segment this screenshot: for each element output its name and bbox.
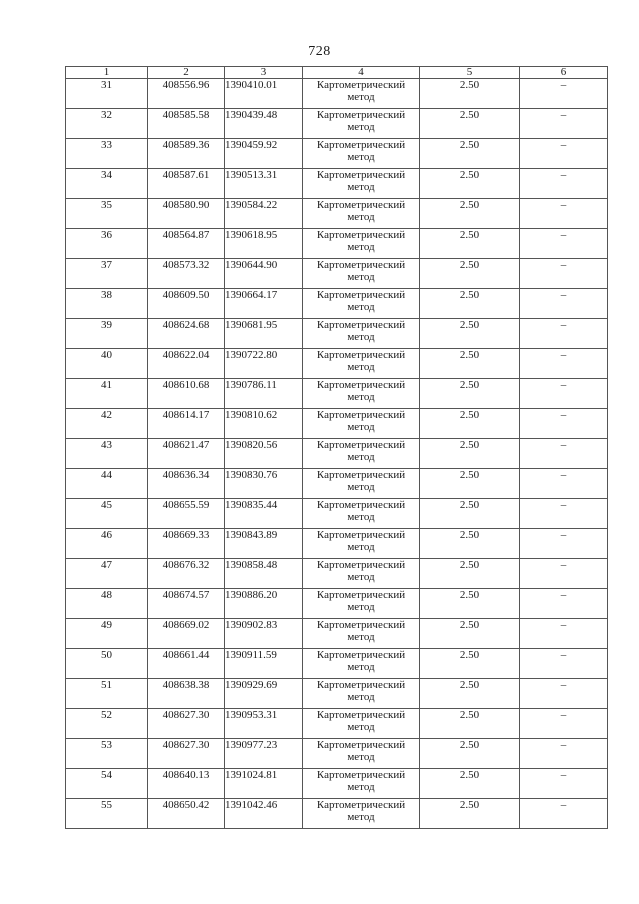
- note-value: –: [520, 379, 608, 409]
- method-cell: [303, 199, 420, 229]
- coord-x: 408661.44: [148, 649, 225, 679]
- note-value: –: [520, 229, 608, 259]
- note-value: –: [520, 139, 608, 169]
- coord-y: 1390911.59: [225, 649, 303, 679]
- coord-y: 1390584.22: [225, 199, 303, 229]
- method-cell: [303, 229, 420, 259]
- method-cell: [303, 319, 420, 349]
- note-value: –: [520, 169, 608, 199]
- coord-y: 1390830.76: [225, 469, 303, 499]
- point-number: 37: [66, 259, 148, 289]
- coord-y: 1390929.69: [225, 679, 303, 709]
- accuracy-value: 2.50: [420, 559, 520, 589]
- note-value: –: [520, 259, 608, 289]
- table-row: [66, 649, 608, 679]
- method-line-2: метод: [347, 661, 375, 673]
- accuracy-value: 2.50: [420, 349, 520, 379]
- method-line-1: Картометрический: [316, 469, 406, 481]
- coord-x: 408636.34: [148, 469, 225, 499]
- coord-y: 1390513.31: [225, 169, 303, 199]
- note-value: –: [520, 739, 608, 769]
- coord-y: 1390410.01: [225, 79, 303, 109]
- table-row: [66, 799, 608, 829]
- point-number: 49: [66, 619, 148, 649]
- method-line-2: метод: [347, 451, 375, 463]
- table-row: [66, 499, 608, 529]
- method-line-1: Картометрический: [316, 229, 406, 241]
- method-line-2: метод: [347, 301, 375, 313]
- method-line-2: метод: [347, 361, 375, 373]
- note-value: –: [520, 499, 608, 529]
- method-line-2: метод: [347, 151, 375, 163]
- coord-x: 408587.61: [148, 169, 225, 199]
- header-col-4: 4: [303, 67, 420, 79]
- method-line-2: метод: [347, 391, 375, 403]
- accuracy-value: 2.50: [420, 499, 520, 529]
- method-cell: [303, 139, 420, 169]
- coord-y: 1390953.31: [225, 709, 303, 739]
- point-number: 43: [66, 439, 148, 469]
- coord-x: 408640.13: [148, 769, 225, 799]
- coord-x: 408624.68: [148, 319, 225, 349]
- table-row: [66, 349, 608, 379]
- accuracy-value: 2.50: [420, 709, 520, 739]
- accuracy-value: 2.50: [420, 589, 520, 619]
- point-number: 34: [66, 169, 148, 199]
- accuracy-value: 2.50: [420, 259, 520, 289]
- accuracy-value: 2.50: [420, 439, 520, 469]
- header-col-5: 5: [420, 67, 520, 79]
- coord-x: 408564.87: [148, 229, 225, 259]
- coord-y: 1390722.80: [225, 349, 303, 379]
- coord-y: 1390810.62: [225, 409, 303, 439]
- method-line-2: метод: [347, 601, 375, 613]
- method-line-2: метод: [347, 271, 375, 283]
- accuracy-value: 2.50: [420, 109, 520, 139]
- method-line-2: метод: [347, 511, 375, 523]
- coord-x: 408674.57: [148, 589, 225, 619]
- note-value: –: [520, 679, 608, 709]
- method-cell: [303, 679, 420, 709]
- table-row: [66, 409, 608, 439]
- accuracy-value: 2.50: [420, 169, 520, 199]
- method-cell: [303, 79, 420, 109]
- method-cell: [303, 769, 420, 799]
- method-line-1: Картометрический: [316, 499, 406, 511]
- method-line-1: Картометрический: [316, 529, 406, 541]
- note-value: –: [520, 199, 608, 229]
- method-line-1: Картометрический: [316, 559, 406, 571]
- coord-x: 408622.04: [148, 349, 225, 379]
- method-line-2: метод: [347, 331, 375, 343]
- point-number: 52: [66, 709, 148, 739]
- page-number: 728: [308, 44, 331, 59]
- method-line-2: метод: [347, 91, 375, 103]
- note-value: –: [520, 529, 608, 559]
- coord-x: 408638.38: [148, 679, 225, 709]
- accuracy-value: 2.50: [420, 769, 520, 799]
- method-cell: [303, 619, 420, 649]
- method-cell: [303, 379, 420, 409]
- table-row: [66, 319, 608, 349]
- note-value: –: [520, 769, 608, 799]
- method-line-1: Картометрический: [316, 169, 406, 181]
- coord-y: 1390664.17: [225, 289, 303, 319]
- method-line-2: метод: [347, 181, 375, 193]
- accuracy-value: 2.50: [420, 319, 520, 349]
- coord-y: 1391024.81: [225, 769, 303, 799]
- method-line-2: метод: [347, 781, 375, 793]
- table-row: [66, 589, 608, 619]
- method-line-1: Картометрический: [316, 439, 406, 451]
- point-number: 41: [66, 379, 148, 409]
- coord-y: 1390902.83: [225, 619, 303, 649]
- method-line-1: Картометрический: [316, 109, 406, 121]
- method-cell: [303, 739, 420, 769]
- coord-x: 408610.68: [148, 379, 225, 409]
- method-line-1: Картометрический: [316, 379, 406, 391]
- table-row: [66, 469, 608, 499]
- coord-x: 408614.17: [148, 409, 225, 439]
- method-line-1: Картометрический: [316, 589, 406, 601]
- point-number: 55: [66, 799, 148, 829]
- note-value: –: [520, 559, 608, 589]
- point-number: 51: [66, 679, 148, 709]
- point-number: 44: [66, 469, 148, 499]
- table-row: [66, 289, 608, 319]
- note-value: –: [520, 619, 608, 649]
- accuracy-value: 2.50: [420, 139, 520, 169]
- coord-y: 1390843.89: [225, 529, 303, 559]
- method-line-1: Картометрический: [316, 79, 406, 91]
- coord-x: 408627.30: [148, 739, 225, 769]
- point-number: 38: [66, 289, 148, 319]
- note-value: –: [520, 109, 608, 139]
- table-row: [66, 259, 608, 289]
- note-value: –: [520, 709, 608, 739]
- method-line-2: метод: [347, 421, 375, 433]
- note-value: –: [520, 439, 608, 469]
- coord-y: 1390786.11: [225, 379, 303, 409]
- coord-x: 408580.90: [148, 199, 225, 229]
- coord-y: 1390618.95: [225, 229, 303, 259]
- method-line-2: метод: [347, 241, 375, 253]
- coord-x: 408669.33: [148, 529, 225, 559]
- table-row: [66, 379, 608, 409]
- accuracy-value: 2.50: [420, 619, 520, 649]
- method-line-1: Картометрический: [316, 799, 406, 811]
- coord-y: 1390835.44: [225, 499, 303, 529]
- coord-x: 408655.59: [148, 499, 225, 529]
- method-cell: [303, 799, 420, 829]
- method-line-2: метод: [347, 691, 375, 703]
- table-body: [66, 79, 608, 829]
- coord-x: 408585.58: [148, 109, 225, 139]
- method-line-2: метод: [347, 481, 375, 493]
- method-line-2: метод: [347, 721, 375, 733]
- point-number: 53: [66, 739, 148, 769]
- method-cell: [303, 559, 420, 589]
- method-cell: [303, 589, 420, 619]
- point-number: 40: [66, 349, 148, 379]
- table-row: [66, 199, 608, 229]
- method-line-1: Картометрический: [316, 709, 406, 721]
- table-row: [66, 619, 608, 649]
- header-col-6: 6: [520, 67, 608, 79]
- table-row: [66, 109, 608, 139]
- point-number: 33: [66, 139, 148, 169]
- accuracy-value: 2.50: [420, 649, 520, 679]
- coord-x: 408589.36: [148, 139, 225, 169]
- coordinates-table: [65, 66, 608, 829]
- coord-y: 1390459.92: [225, 139, 303, 169]
- point-number: 54: [66, 769, 148, 799]
- accuracy-value: 2.50: [420, 199, 520, 229]
- coord-y: 1390439.48: [225, 109, 303, 139]
- point-number: 31: [66, 79, 148, 109]
- accuracy-value: 2.50: [420, 79, 520, 109]
- method-line-2: метод: [347, 811, 375, 823]
- method-cell: [303, 289, 420, 319]
- point-number: 39: [66, 319, 148, 349]
- method-line-2: метод: [347, 571, 375, 583]
- table-row: [66, 739, 608, 769]
- method-line-1: Картометрический: [316, 139, 406, 151]
- accuracy-value: 2.50: [420, 529, 520, 559]
- method-line-2: метод: [347, 211, 375, 223]
- method-line-1: Картометрический: [316, 319, 406, 331]
- method-line-1: Картометрический: [316, 739, 406, 751]
- method-line-1: Картометрический: [316, 349, 406, 361]
- table-row: [66, 439, 608, 469]
- point-number: 36: [66, 229, 148, 259]
- point-number: 46: [66, 529, 148, 559]
- coord-x: 408609.50: [148, 289, 225, 319]
- table-row: [66, 229, 608, 259]
- note-value: –: [520, 799, 608, 829]
- coord-y: 1390644.90: [225, 259, 303, 289]
- method-line-2: метод: [347, 631, 375, 643]
- table-row: [66, 709, 608, 739]
- coord-y: 1391042.46: [225, 799, 303, 829]
- accuracy-value: 2.50: [420, 469, 520, 499]
- point-number: 48: [66, 589, 148, 619]
- method-cell: [303, 469, 420, 499]
- method-line-1: Картометрический: [316, 199, 406, 211]
- coord-x: 408627.30: [148, 709, 225, 739]
- coord-x: 408669.02: [148, 619, 225, 649]
- table-row: [66, 769, 608, 799]
- method-line-1: Картометрический: [316, 619, 406, 631]
- method-cell: [303, 709, 420, 739]
- point-number: 32: [66, 109, 148, 139]
- method-line-2: метод: [347, 121, 375, 133]
- method-cell: [303, 109, 420, 139]
- accuracy-value: 2.50: [420, 679, 520, 709]
- accuracy-value: 2.50: [420, 289, 520, 319]
- accuracy-value: 2.50: [420, 739, 520, 769]
- coord-x: 408621.47: [148, 439, 225, 469]
- note-value: –: [520, 79, 608, 109]
- table-row: [66, 529, 608, 559]
- note-value: –: [520, 289, 608, 319]
- method-line-1: Картометрический: [316, 259, 406, 271]
- method-cell: [303, 439, 420, 469]
- note-value: –: [520, 649, 608, 679]
- accuracy-value: 2.50: [420, 409, 520, 439]
- method-cell: [303, 529, 420, 559]
- accuracy-value: 2.50: [420, 229, 520, 259]
- table-row: [66, 139, 608, 169]
- coord-x: 408650.42: [148, 799, 225, 829]
- method-cell: [303, 169, 420, 199]
- method-cell: [303, 349, 420, 379]
- method-cell: [303, 499, 420, 529]
- method-line-2: метод: [347, 751, 375, 763]
- method-line-1: Картометрический: [316, 289, 406, 301]
- coord-y: 1390820.56: [225, 439, 303, 469]
- accuracy-value: 2.50: [420, 379, 520, 409]
- method-cell: [303, 409, 420, 439]
- method-line-1: Картометрический: [316, 769, 406, 781]
- note-value: –: [520, 409, 608, 439]
- header-col-2: 2: [148, 67, 225, 79]
- point-number: 35: [66, 199, 148, 229]
- coord-x: 408676.32: [148, 559, 225, 589]
- table-row: [66, 559, 608, 589]
- table-row: [66, 679, 608, 709]
- note-value: –: [520, 589, 608, 619]
- note-value: –: [520, 319, 608, 349]
- note-value: –: [520, 469, 608, 499]
- header-col-3: 3: [225, 67, 303, 79]
- coord-y: 1390858.48: [225, 559, 303, 589]
- coord-y: 1390681.95: [225, 319, 303, 349]
- method-cell: [303, 259, 420, 289]
- table-row: [66, 169, 608, 199]
- note-value: –: [520, 349, 608, 379]
- coord-x: 408556.96: [148, 79, 225, 109]
- method-cell: [303, 649, 420, 679]
- table-header-row: [66, 67, 608, 79]
- coord-y: 1390977.23: [225, 739, 303, 769]
- accuracy-value: 2.50: [420, 799, 520, 829]
- method-line-1: Картометрический: [316, 679, 406, 691]
- table-row: [66, 79, 608, 109]
- point-number: 47: [66, 559, 148, 589]
- point-number: 50: [66, 649, 148, 679]
- header-col-1: 1: [66, 67, 148, 79]
- coord-x: 408573.32: [148, 259, 225, 289]
- coord-y: 1390886.20: [225, 589, 303, 619]
- method-line-2: метод: [347, 541, 375, 553]
- method-line-1: Картометрический: [316, 649, 406, 661]
- method-line-1: Картометрический: [316, 409, 406, 421]
- point-number: 42: [66, 409, 148, 439]
- point-number: 45: [66, 499, 148, 529]
